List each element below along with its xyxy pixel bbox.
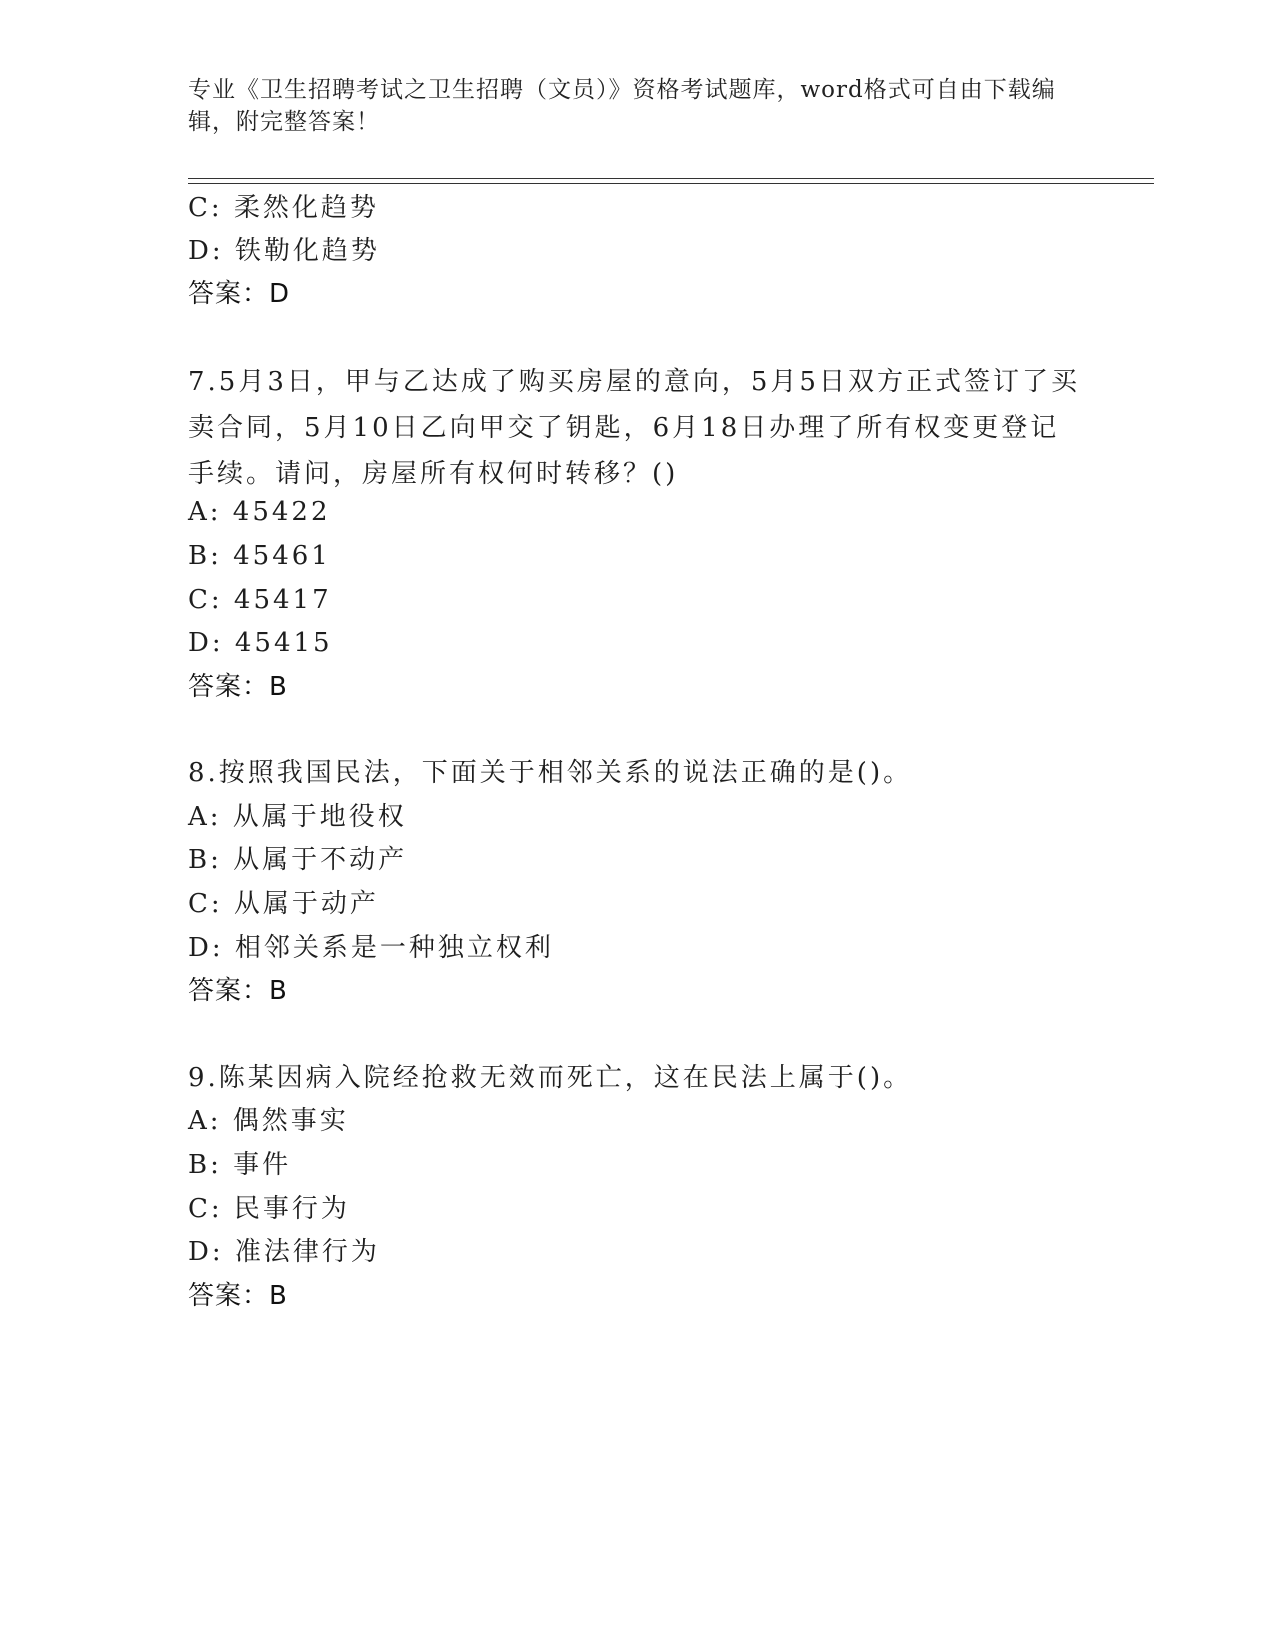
option-d: D: 45415	[188, 628, 333, 658]
header-rule-bottom	[188, 183, 1154, 184]
answer-label: 答案：B	[188, 672, 288, 702]
option-d: D: 铁勒化趋势	[188, 236, 380, 266]
document-header: 专业《卫生招聘考试之卫生招聘（文员）》资格考试题库，word格式可自由下载编辑，附完整答案！	[188, 77, 1056, 135]
option-c: C: 柔然化趋势	[188, 193, 379, 223]
question-8-text: 8.按照我国民法，下面关于相邻关系的说法正确的是()。	[188, 758, 913, 788]
question-9-text: 9.陈某因病入院经抢救无效而死亡，这在民法上属于()。	[188, 1063, 913, 1093]
header-rule-top	[188, 178, 1154, 179]
option-d: D: 相邻关系是一种独立权利	[188, 933, 554, 963]
option-c: C: 从属于动产	[188, 889, 379, 919]
option-c: C: 45417	[188, 585, 332, 615]
option-a: A: 偶然事实	[188, 1106, 349, 1136]
option-a: A: 45422	[188, 497, 331, 527]
option-c: C: 民事行为	[188, 1194, 350, 1224]
answer-label: 答案：B	[188, 976, 288, 1006]
answer-label: 答案：B	[188, 1281, 288, 1311]
option-b: B: 从属于不动产	[188, 845, 408, 875]
option-b: B: 45461	[188, 541, 331, 571]
option-a: A: 从属于地役权	[188, 802, 407, 832]
question-7-text: 7.5月3日，甲与乙达成了购买房屋的意向，5月5日双方正式签订了买卖合同，5月10日乙向甲交了钥匙，6月18日办理了所有权变更登记手续。请问，房屋所有权何时转移？()	[188, 367, 1080, 489]
option-b: B: 事件	[188, 1150, 292, 1180]
answer-label: 答案：D	[188, 279, 291, 309]
option-d: D: 准法律行为	[188, 1237, 380, 1267]
